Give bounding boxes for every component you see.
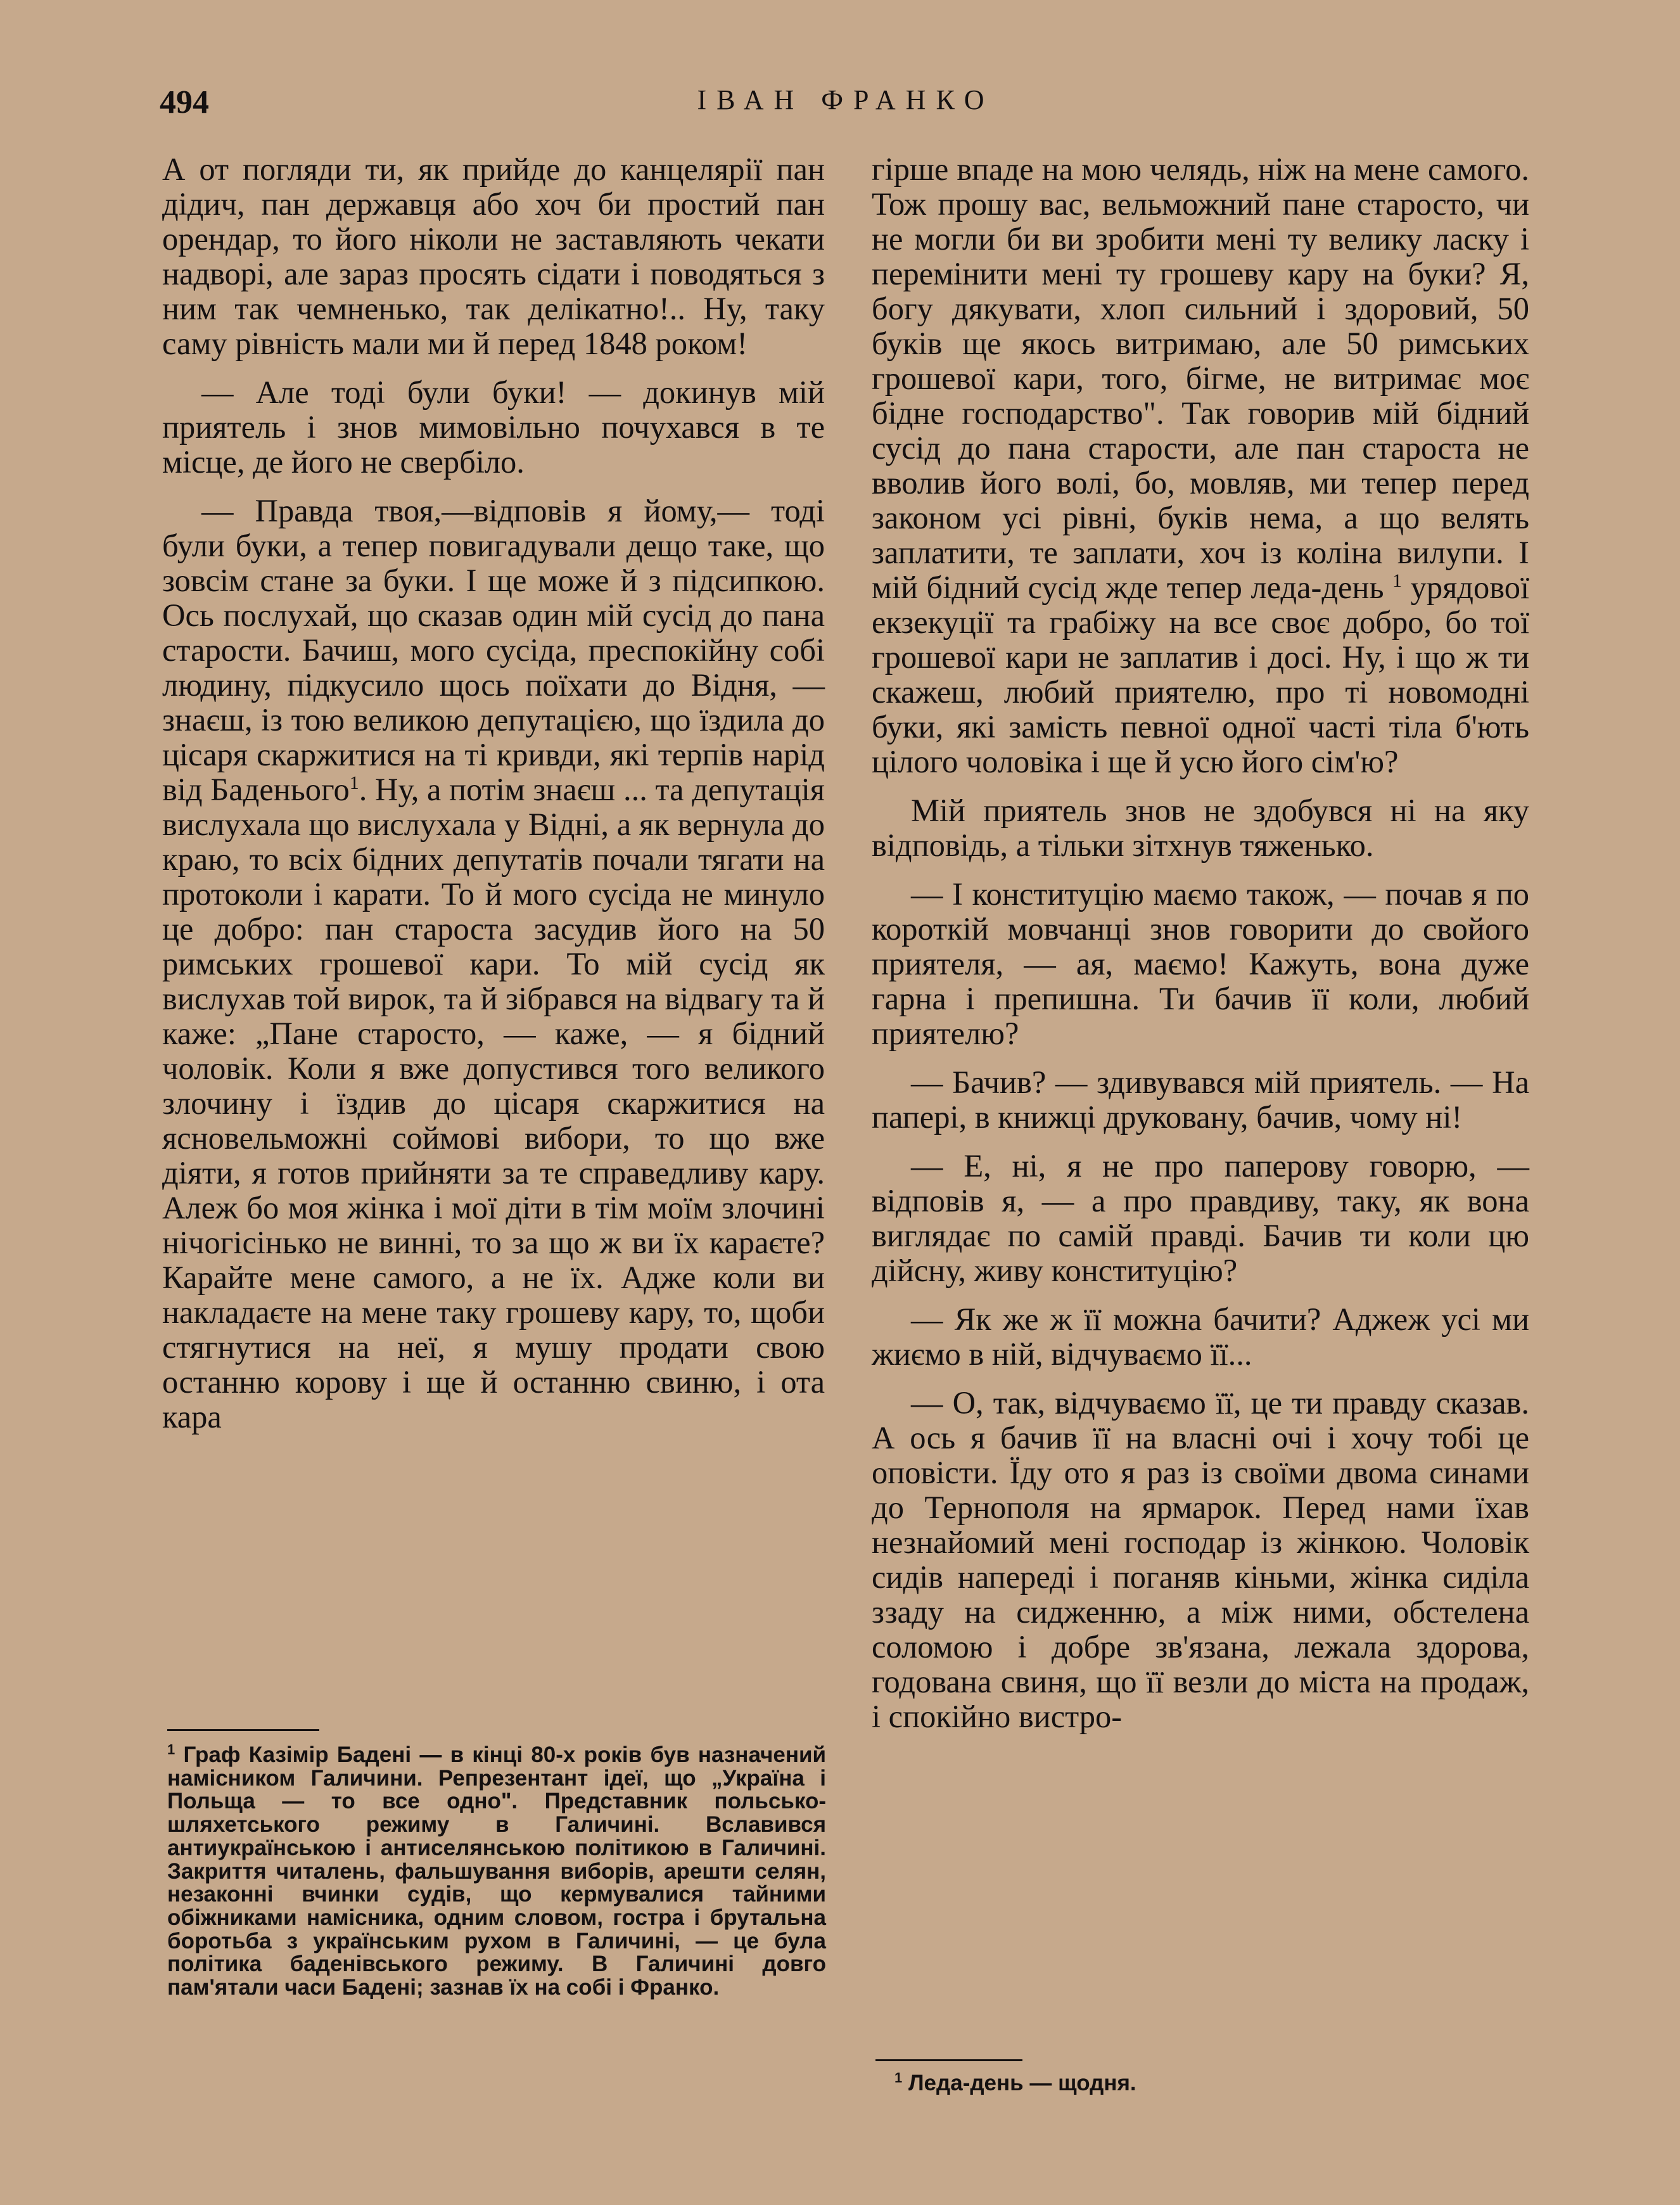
footnote-mark: 1 — [349, 772, 359, 794]
paragraph: А от погляди ти, як прийде до канцелярії пан дідич, пан державця або хоч би простий пан орендар, то його ніколи не заставляють чекати надворі, але зараз просять сідати і поводяться з ним так чемненько, так делікатно!.. Ну, таку саму рівність мали ми й перед 1848 роком! — [162, 151, 825, 361]
footnote-mark: 1 — [167, 1741, 175, 1758]
running-title: ІВАН ФРАНКО — [697, 84, 995, 115]
paragraph-text: гірше впаде на мою челядь, ніж на мене самого. Тож прошу вас, вельможний пане старосто, чи не могли би ви зробити мені ту велику ласку і перемінити мені ту грошеву кару на буки? Я, богу дякувати, хлоп сильний і здоровий, 50 буків ще якось витримаю, але 50 римських грошевої кари, того, бігме, не витримає моє бідне господарство". Так говорив мій бідний сусід до пана старости, але пан староста не вволив його волі, бо, мовляв, ми тепер перед законом усі рівні, буків нема, а що велять заплатити, те заплати, хоч із коліна вилупи. І мій бідний сусід жде тепер леда-день — [872, 151, 1529, 605]
footnote-rule — [875, 2059, 1022, 2061]
paragraph: — Бачив? — здивувався мій приятель. — На папері, в книжці друковану, бачив, чому ні! — [872, 1064, 1529, 1135]
paragraph: — І конституцію маємо також, — почав я по короткій мовчанці знов говорити до свойого приятеля, — ая, маємо! Кажуть, вона дуже гарна і препишна. Ти бачив її коли, любий приятелю? — [872, 876, 1529, 1051]
paragraph-text: — Правда твоя,—відповів я йому,— тоді були буки, а тепер повигадували дещо таке, що зовсім стане за буки. І ще може й з підсипкою. Ось послухай, що сказав один мій сусід до пана старости. Бачиш, мого сусіда, преспокійну собі людину, підкусило щось поїхати до Відня, — знаєш, із тою великою депутацією, що їздила до цісаря скаржитися на ті кривди, які терпів нарід від Баденього — [162, 493, 825, 807]
paragraph: — О, так, відчуваємо її, це ти правду сказав. А ось я бачив її на власні очі і хочу тобі це оповісти. Їду ото я раз із своїми двома синами до Тернополя на ярмарок. Перед нами їхав незнайомий мені господар із жінкою. Чоловік сидів напереді і поганяв кіньми, жінка сиділа ззаду на сидженню, а між ними, обстелена соломою і добре зв'язана, лежала здорова, годована свиня, що її везли до міста на продаж, і спокійно вистро- — [872, 1385, 1529, 1734]
right-column — [872, 152, 1529, 1748]
footnote-left — [167, 1741, 826, 2000]
footnote-mark: 1 — [1392, 570, 1403, 592]
footnote-text: Леда-день — щодня. — [908, 2071, 1136, 2095]
footnote-text: Граф Казімір Бадені — в кінці 80-х років був назначений намісником Галичини. Репрезентант ідеї, що „Україна і Польща — то все одно". Представник польсько-шляхетського режиму в Галичині. Вславився антиукраїнською і антиселянською політикою в Галичині. Закриття читалень, фальшування виборів, арешти селян, незаконні вчинки судів, що кермувалися тайними обіжниками намісника, одним словом, гостра і брутальна боротьба з українським рухом в Галичині, — це була політика баденівського режиму. В Галичині довго пам'ятали часи Бадені; зазнав їх на собі і Франко. — [167, 1742, 826, 2000]
paragraph: Мій приятель знов не здобувся ні на яку відповідь, а тільки зітхнув тяженько. — [872, 793, 1529, 863]
paragraph: — Але тоді були буки! — докинув мій приятель і знов мимовільно почухався в те місце, де його не свербіло. — [162, 374, 825, 480]
paragraph-text: Ну, а потім знаєш ... та депутація вислухала що вислухала у Відні, а як вернула до краю, то всіх бідних депутатів почали тягати на протоколи і карати. То й мого сусіда не минуло це добро: пан староста засудив його на 50 римських грошевої кари. То мій сусід як вислухав той вирок, та й зібрався на відвагу та й каже: „Пане старосто, — каже, — я бідний чоловік. Коли я вже допустився того великого злочину і їздив до цісаря скаржитися на ясновельможні соймові вибори, то що вже діяти, я готов прийняти за те справедливу кару. Алеж бо моя жінка і мої діти в тім моїм злочині нічогісінько не винні, то за що ж ви їх караєте? Карайте мене самого, а не їх. Адже коли ви накладаєте на мене таку грошеву кару, то, щоби стягнутися на неї, я мушу продати свою останню корову і ще й останню свиню, і ота кара — [162, 772, 825, 1435]
footnote-right — [894, 2069, 1528, 2095]
paragraph: — Правда твоя,—відповів я йому,— тоді були буки, а тепер повигадували дещо таке, що зовсім стане за буки. І ще може й з підсипкою. Ось послухай, що сказав один мій сусід до пана старости. Бачиш, мого сусіда, преспокійну собі людину, підкусило щось поїхати до Відня, — знаєш, із тою великою депутацією, що їздила до цісаря скаржитися на ті кривди, які терпів нарід від Баденього$^1$. Ну, а потім знаєш ... та депутація вислухала що вислухала у Відні, а як вернула до краю, то всіх бідних депутатів почали тягати на протоколи і карати. То й мого сусіда не минуло це добро: пан староста засудив його на 50 римських грошевої кари. То мій сусід як вислухав той вирок, та й зібрався на відвагу та й каже: „Пане старосто, — каже, — я бідний чоловік. Коли я вже допустився того великого злочину і їздив до цісаря скаржитися на ясновельможні соймові вибори, то що вже діяти, я готов прийняти за те справедливу кару. Алеж бо моя жінка і мої діти в тім моїм злочині нічогісінько не винні, то за що ж ви їх караєте? Карайте мене самого, а не їх. Адже коли ви накладаєте на мене таку грошеву кару, то, щоби стягнутися на неї, я мушу продати свою останню корову і ще й останню свиню, і ота кара — [162, 493, 825, 1435]
paragraph: — Е, ні, я не про паперову говорю, — відповів я, — а про правдиву, таку, як вона виглядає по самій правді. Бачив ти коли цю дійсну, живу конституцію? — [872, 1148, 1529, 1288]
footnote-mark: 1 — [894, 2069, 903, 2086]
paragraph: — Як же ж її можна бачити? Аджеж усі ми жиємо в ній, відчуваємо її... — [872, 1301, 1529, 1372]
paragraph-text: урядової екзекуції та грабіжу на все своє добро, бо тої грошевої кари не заплатив і досі. Ну, і що ж ти скажеш, любий приятелю, про ті новомодні буки, які замість певної одної часті тіла б'ють цілого чоловіка і ще й усю його сім'ю? — [872, 570, 1530, 779]
footnote-rule — [167, 1729, 319, 1731]
page-number: 494 — [160, 84, 209, 120]
paragraph — [872, 152, 1529, 779]
left-column — [162, 152, 825, 1448]
